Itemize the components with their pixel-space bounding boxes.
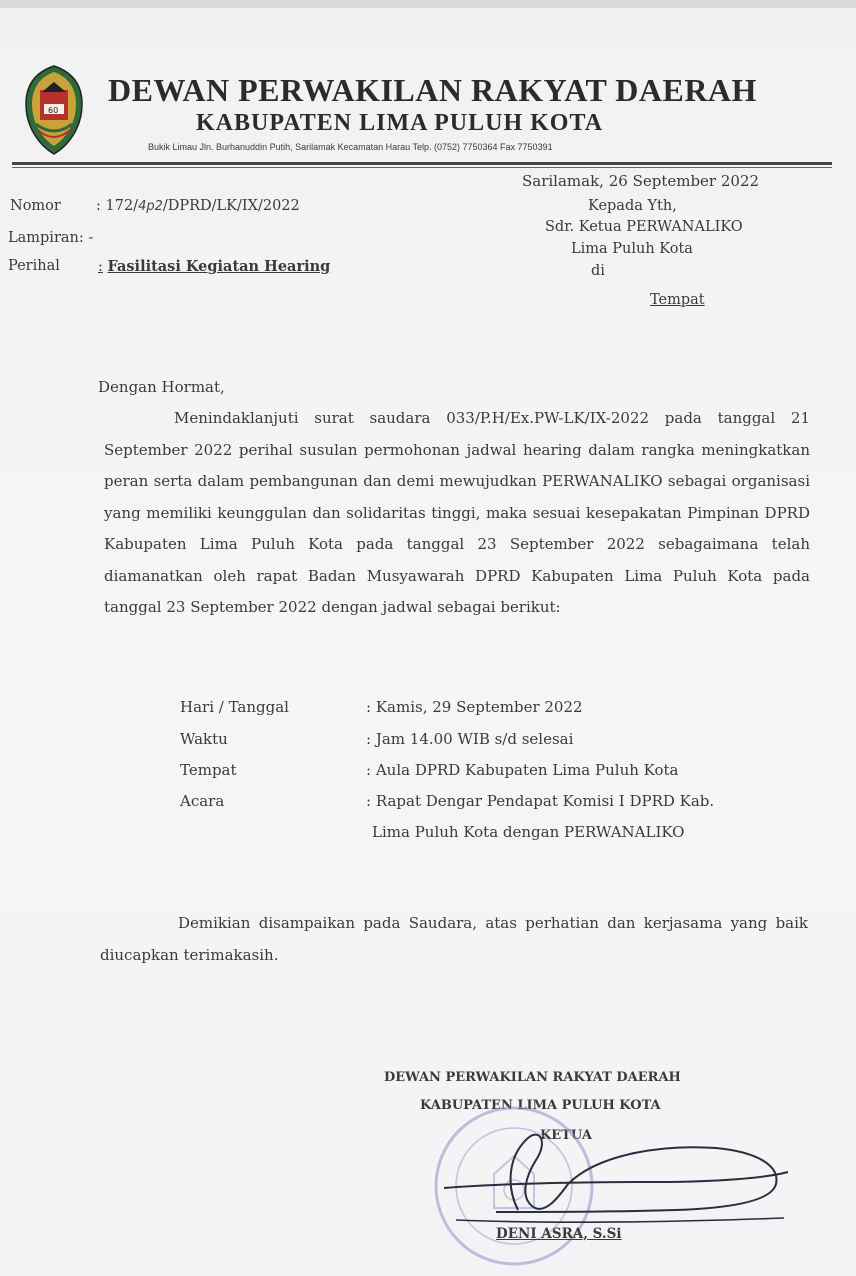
nomor-handwritten: 4p2 xyxy=(138,199,163,214)
signature-org-2: KABUPATEN LIMA PULUH KOTA xyxy=(420,1098,661,1113)
signature-org-1: DEWAN PERWAKILAN RAKYAT DAERAH xyxy=(384,1070,681,1085)
schedule-value-time: : Jam 14.00 WIB s/d selesai xyxy=(366,730,574,748)
closing-paragraph: Demikian disampaikan pada Saudara, atas perhatian dan kerjasama yang baik diucapkan terimakasih. xyxy=(100,914,808,964)
handwritten-signature xyxy=(436,1126,796,1236)
letter-date: Sarilamak, 26 September 2022 xyxy=(522,172,760,190)
recipient-line-2: Sdr. Ketua PERWANALIKO xyxy=(545,219,743,235)
recipient-line-3: Lima Puluh Kota xyxy=(571,241,693,257)
recipient-line-4: di xyxy=(591,263,605,279)
schedule-label-place: Tempat xyxy=(180,761,237,779)
greeting: Dengan Hormat, xyxy=(98,378,225,396)
dprd-emblem-logo xyxy=(24,64,84,156)
schedule-value-date: : Kamis, 29 September 2022 xyxy=(366,698,583,716)
lampiran-label: Lampiran: - xyxy=(8,230,94,246)
recipient-line-1: Kepada Yth, xyxy=(588,198,677,214)
letter-page xyxy=(0,8,856,1276)
perihal-value xyxy=(98,258,330,275)
letterhead-rule-thin xyxy=(12,167,832,168)
letterhead-subtitle: KABUPATEN LIMA PULUH KOTA xyxy=(196,110,604,136)
perihal-subject: Fasilitasi Kegiatan Hearing xyxy=(107,258,331,275)
signatory-name: DENI ASRA, S.Si xyxy=(496,1226,622,1242)
schedule-value-place: : Aula DPRD Kabupaten Lima Puluh Kota xyxy=(366,761,679,779)
schedule-value-event: : Rapat Dengar Pendapat Komisi I DPRD Kab. xyxy=(366,792,715,810)
signature-position: KETUA xyxy=(540,1128,592,1143)
svg-text:60: 60 xyxy=(48,106,59,115)
nomor-suffix: /DPRD/LK/IX/2022 xyxy=(162,198,300,214)
schedule-label-event: Acara xyxy=(180,792,225,810)
recipient-place: Tempat xyxy=(650,292,705,308)
schedule-value-event-continued: Lima Puluh Kota dengan PERWANALIKO xyxy=(372,823,685,841)
letterhead-title: DEWAN PERWAKILAN RAKYAT DAERAH xyxy=(108,72,757,108)
letterhead-rule-thick xyxy=(12,162,832,165)
letterhead-address: Bukik Limau Jln. Burhanuddin Putih, Sarilamak Kecamatan Harau Telp. (0752) 7750364 Fax 7750391 xyxy=(148,142,553,152)
schedule-label-date: Hari / Tanggal xyxy=(180,698,289,716)
schedule-label-time: Waktu xyxy=(180,730,228,748)
body-paragraph: Menindaklanjuti surat saudara 033/P.H/Ex.PW-LK/IX-2022 pada tanggal 21 September 2022 perihal susulan permohonan jadwal hearing dalam rangka meningkatkan peran serta dalam pembangunan dan demi mewujudkan PERWANALIKO sebagai organisasi yang memiliki keunggulan dan solidaritas tinggi, maka sesuai kesepakatan Pimpinan DPRD Kabupaten Lima Puluh Kota pada tanggal 23 September 2022 sebagaimana telah diamanatkan oleh rapat Badan Musyawarah DPRD Kabupaten Lima Puluh Kota pada tanggal 23 September 2022 dengan jadwal sebagai berikut: xyxy=(104,409,810,616)
perihal-label: Perihal xyxy=(8,258,60,274)
perihal-colon: : xyxy=(98,259,103,275)
nomor-prefix: : 172/ xyxy=(96,198,139,214)
nomor-value xyxy=(96,198,300,214)
nomor-label: Nomor xyxy=(10,198,61,214)
